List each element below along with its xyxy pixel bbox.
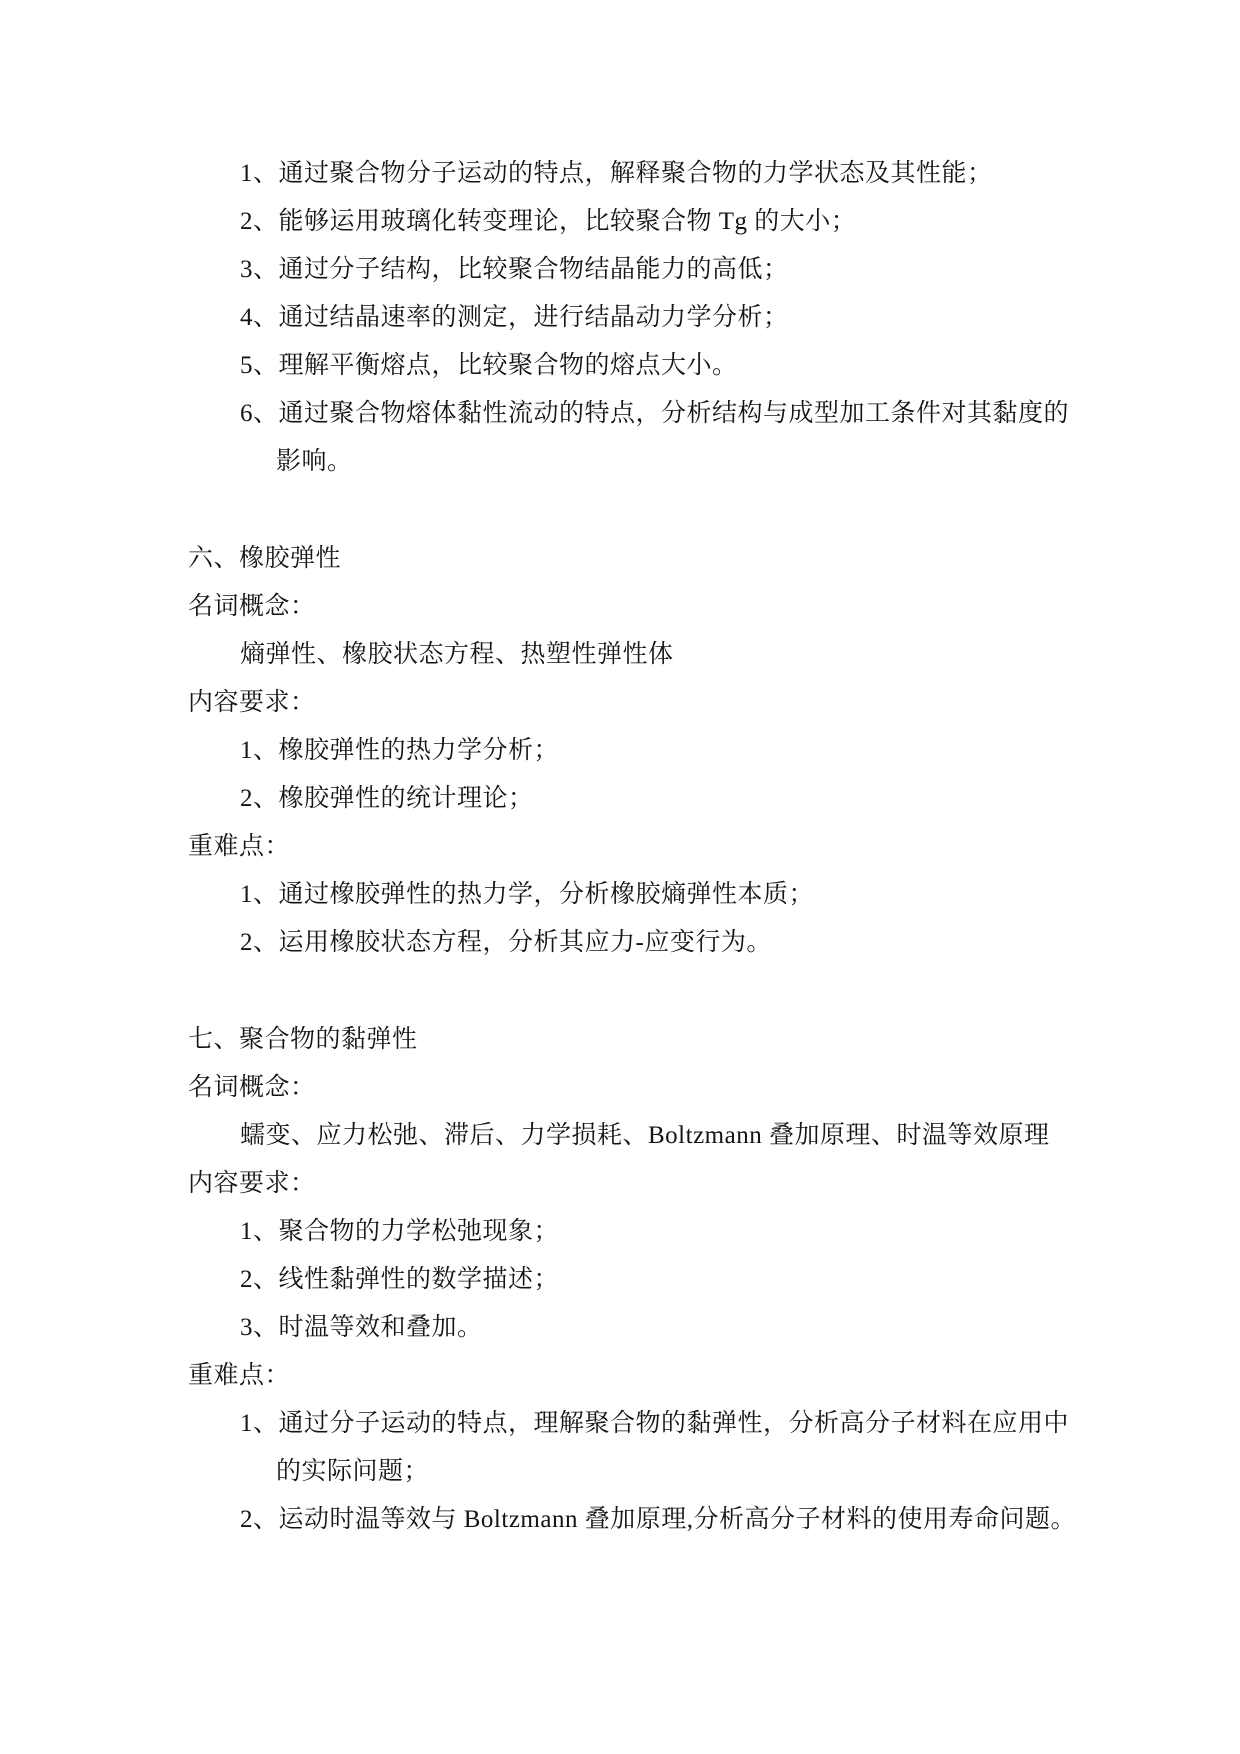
text-line: 2、运动时温等效与 Boltzmann 叠加原理,分析高分子材料的使用寿命问题。: [240, 1506, 1076, 1533]
text-line: 2、橡胶弹性的统计理论；: [240, 785, 534, 812]
section-heading: 七、聚合物的黏弹性: [188, 1026, 418, 1053]
text-line: 1、通过分子运动的特点，理解聚合物的黏弹性，分析高分子材料在应用中: [240, 1410, 1070, 1437]
text-line: 1、聚合物的力学松弛现象；: [240, 1218, 560, 1245]
text-line: 1、通过橡胶弹性的热力学，分析橡胶熵弹性本质；: [240, 881, 815, 908]
document-body: [0, 150, 1240, 1544]
text-line: 影响。: [276, 448, 353, 475]
section-label: 名词概念：: [188, 593, 316, 620]
section-label: 内容要求：: [188, 689, 316, 716]
section-label: 内容要求：: [188, 1170, 316, 1197]
text-line: 蠕变、应力松弛、滞后、力学损耗、Boltzmann 叠加原理、时温等效原理: [240, 1122, 1050, 1149]
text-line: 6、通过聚合物熔体黏性流动的特点，分析结构与成型加工条件对其黏度的: [240, 400, 1070, 427]
section-heading: 六、橡胶弹性: [188, 545, 342, 572]
text-line: 1、通过聚合物分子运动的特点，解释聚合物的力学状态及其性能；: [240, 160, 993, 187]
text-line: 3、通过分子结构，比较聚合物结晶能力的高低；: [240, 256, 789, 283]
section-label: 重难点：: [188, 833, 291, 860]
text-line: 2、运用橡胶状态方程，分析其应力-应变行为。: [240, 929, 772, 956]
text-line: 2、线性黏弹性的数学描述；: [240, 1266, 560, 1293]
section-label: 重难点：: [188, 1362, 291, 1389]
text-line: 1、橡胶弹性的热力学分析；: [240, 737, 560, 764]
text-line: 2、能够运用玻璃化转变理论，比较聚合物 Tg 的大小；: [240, 208, 857, 235]
text-line: 熵弹性、橡胶状态方程、热塑性弹性体: [240, 641, 674, 668]
blank-line: [0, 967, 1240, 1016]
blank-line: [0, 486, 1240, 535]
text-line: 3、时温等效和叠加。: [240, 1314, 483, 1341]
text-line: 4、通过结晶速率的测定，进行结晶动力学分析；: [240, 304, 789, 331]
text-line: 的实际问题；: [276, 1458, 430, 1485]
section-label: 名词概念：: [188, 1074, 316, 1101]
text-line: 5、理解平衡熔点，比较聚合物的熔点大小。: [240, 352, 738, 379]
